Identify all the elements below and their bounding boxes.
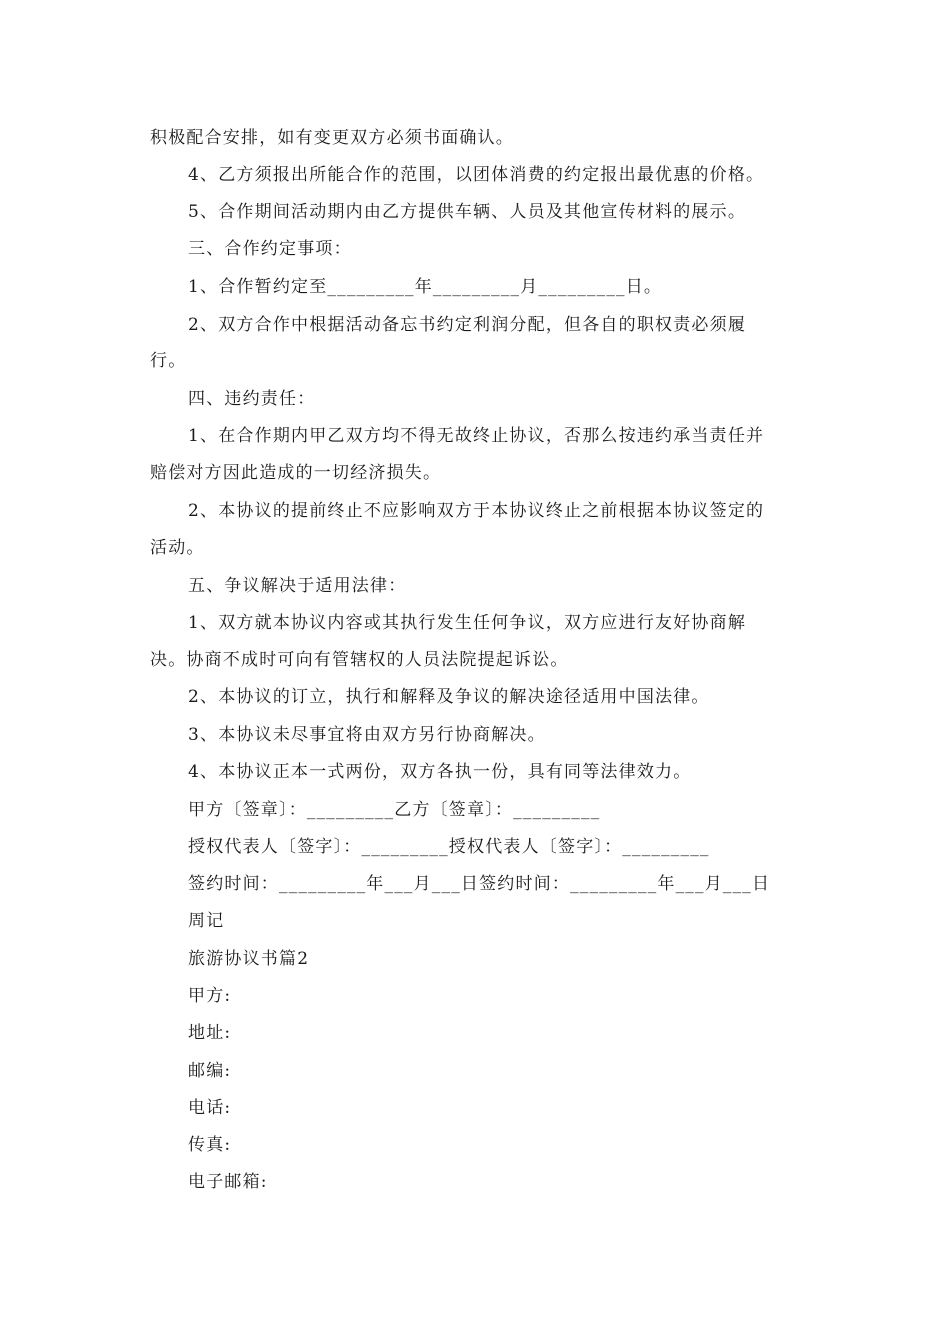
section-heading: 三、合作约定事项： [188, 239, 352, 259]
text-line: 1、在合作期内甲乙双方均不得无故终止协议，否那么按违约承当责任并 [188, 426, 765, 446]
text-line: 3、本协议未尽事宜将由双方另行协商解决。 [188, 725, 546, 745]
document-title: 旅游协议书篇2 [188, 949, 310, 969]
text-line: 1、双方就本协议内容或其执行发生任何争议，双方应进行友好协商解 [188, 613, 747, 633]
field-label: 地址: [188, 1023, 232, 1043]
text-line: 4、本协议正本一式两份，双方各执一份，具有同等法律效力。 [188, 762, 692, 782]
signature-line: 授权代表人〔签字〕：_________授权代表人〔签字〕：_________ [188, 837, 710, 857]
section-heading: 四、违约责任： [188, 389, 316, 409]
text-line: 5、合作期间活动期内由乙方提供车辆、人员及其他宣传材料的展示。 [188, 202, 747, 222]
text-line: 2、本协议的订立，执行和解释及争议的解决途径适用中国法律。 [188, 687, 710, 707]
text-line: 行。 [150, 351, 187, 371]
signature-date-line: 签约时间：_________年___月___日签约时间：_________年___月___日 [188, 874, 771, 894]
signature-line: 甲方〔签章〕：_________乙方〔签章〕：_________ [188, 800, 601, 820]
text-line: 积极配合安排，如有变更双方必须书面确认。 [150, 128, 514, 148]
text-line: 1、合作暂约定至_________年_________月_________日。 [188, 277, 663, 297]
text-line: 4、乙方须报出所能合作的范围，以团体消费的约定报出最优惠的价格。 [188, 165, 765, 185]
field-label: 甲方: [188, 986, 232, 1006]
section-heading: 五、争议解决于适用法律： [188, 576, 407, 596]
text-line: 2、双方合作中根据活动备忘书约定利润分配，但各自的职权责必须履 [188, 315, 747, 335]
field-label: 电话: [188, 1098, 232, 1118]
text-line: 活动。 [150, 538, 205, 558]
field-label: 电子邮箱: [188, 1172, 268, 1192]
text-line: 周记 [188, 911, 225, 931]
text-line: 赔偿对方因此造成的一切经济损失。 [150, 463, 442, 483]
text-line: 决。协商不成时可向有管辖权的人员法院提起诉讼。 [150, 650, 569, 670]
field-label: 邮编: [188, 1061, 232, 1081]
field-label: 传真: [188, 1135, 232, 1155]
text-line: 2、本协议的提前终止不应影响双方于本协议终止之前根据本协议签定的 [188, 501, 765, 521]
